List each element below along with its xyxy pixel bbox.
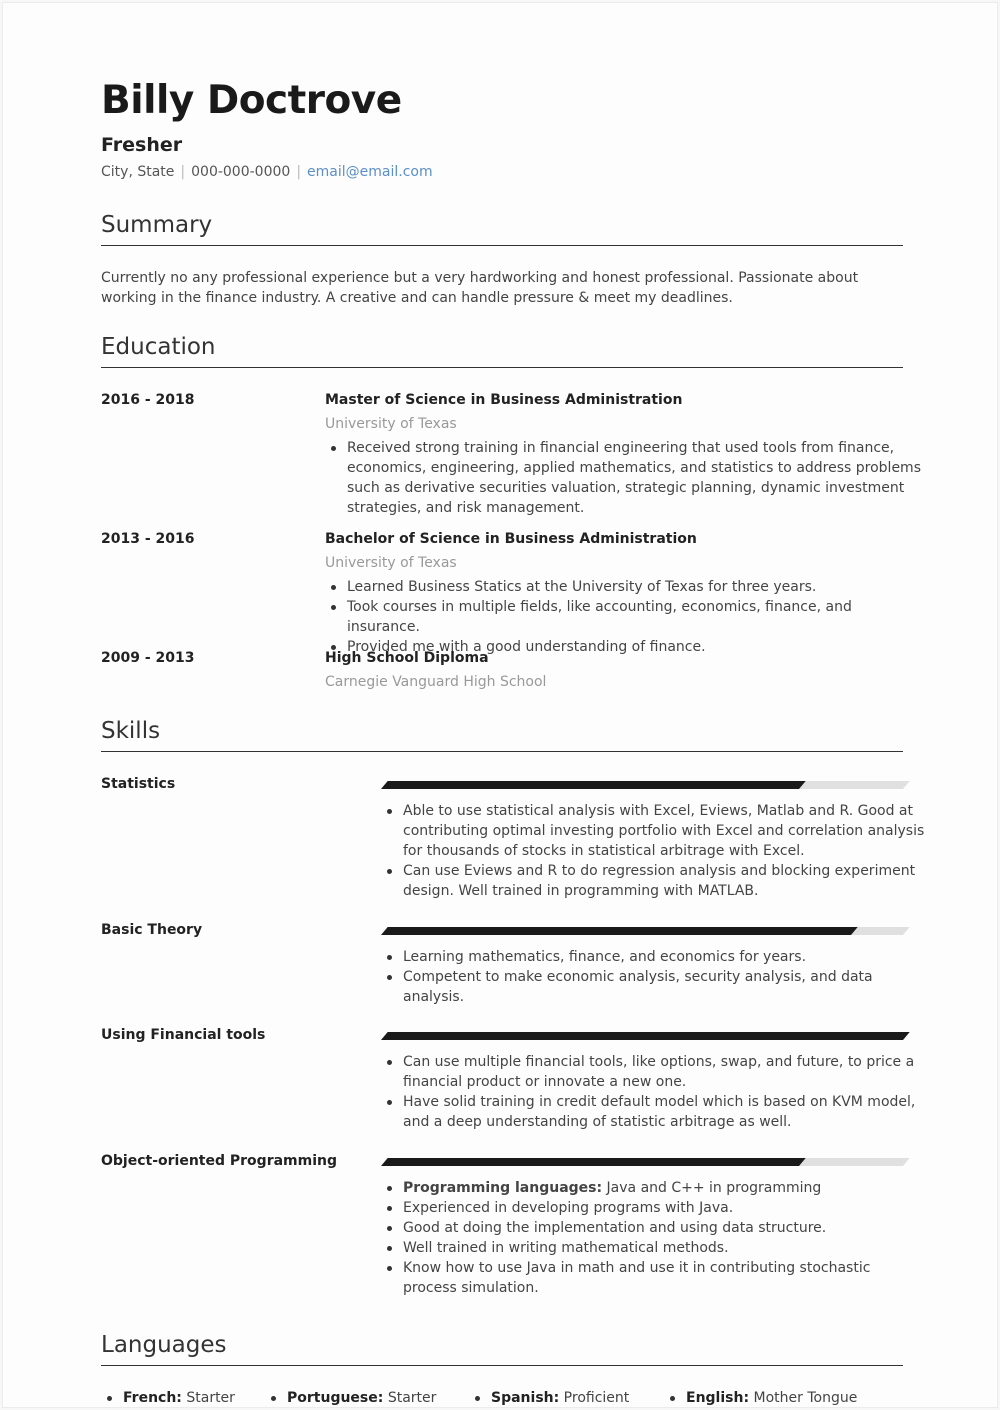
list-item: Can use Eviews and R to do regression analysis and blocking experiment design. Well trained in programming with MATLAB.	[403, 861, 925, 901]
list-item: Well trained in writing mathematical methods.	[403, 1238, 925, 1258]
candidate-title: Fresher	[101, 134, 183, 156]
list-item: Can use multiple financial tools, like options, swap, and future, to price a financial product or innovate a new one.	[403, 1052, 925, 1092]
resume-page	[2, 2, 998, 1408]
language-name: French:	[123, 1390, 182, 1406]
contact-separator: |	[296, 164, 302, 180]
skill-name: Using Financial tools	[101, 1027, 266, 1043]
language-level: Mother Tongue	[753, 1390, 858, 1406]
skill-bullets	[381, 947, 925, 1007]
language-item	[664, 1388, 857, 1408]
skill-name: Basic Theory	[101, 922, 203, 938]
skill-name: Object-oriented Programming	[101, 1153, 338, 1169]
education-bullets	[325, 577, 925, 657]
skill-level-fill	[381, 781, 805, 789]
skill-level-fill	[381, 1158, 805, 1166]
list-item: Know how to use Java in math and use it in contributing stochastic process simulation.	[403, 1258, 925, 1298]
language-name: English:	[686, 1390, 750, 1406]
summary-heading-text: Summary	[101, 212, 213, 238]
contact-phone: 000-000-0000	[191, 164, 291, 180]
skills-heading-text: Skills	[101, 718, 161, 744]
education-school: Carnegie Vanguard High School	[325, 674, 547, 690]
skills-heading	[101, 713, 903, 752]
languages-heading-text: Languages	[101, 1332, 227, 1358]
education-heading-text: Education	[101, 334, 216, 360]
skill-level-fill	[381, 927, 858, 935]
skill-bullets	[381, 1178, 925, 1298]
education-school: University of Texas	[325, 416, 457, 432]
list-item: Competent to make economic analysis, security analysis, and data analysis.	[403, 967, 925, 1007]
list-item: Learning mathematics, finance, and economics for years.	[403, 947, 925, 967]
language-level: Starter	[186, 1390, 235, 1406]
list-item: Learned Business Statics at the University of Texas for three years.	[347, 577, 925, 597]
list-item	[403, 1178, 925, 1198]
language-item	[101, 1388, 235, 1408]
contact-location: City, State	[101, 164, 175, 180]
bullet-label: Programming languages:	[403, 1180, 603, 1196]
contact-email-link[interactable]: email@email.com	[307, 164, 433, 180]
education-school: University of Texas	[325, 555, 457, 571]
contact-line	[101, 162, 433, 182]
education-degree: Master of Science in Business Administration	[325, 392, 683, 408]
language-item	[265, 1388, 436, 1408]
education-dates: 2016 - 2018	[101, 392, 195, 408]
language-name: Spanish:	[491, 1390, 560, 1406]
languages-heading	[101, 1327, 903, 1366]
language-name: Portuguese:	[287, 1390, 384, 1406]
candidate-name: Billy Doctrove	[101, 78, 402, 123]
skill-bullets	[381, 801, 925, 901]
language-item	[469, 1388, 629, 1408]
list-item: Have solid training in credit default model which is based on KVM model, and a deep understanding of statistic arbitrage as well.	[403, 1092, 925, 1132]
list-item: Good at doing the implementation and using data structure.	[403, 1218, 925, 1238]
list-item: Experienced in developing programs with Java.	[403, 1198, 925, 1218]
skill-level-fill	[381, 1032, 910, 1040]
list-item: Took courses in multiple fields, like accounting, economics, finance, and insurance.	[347, 597, 925, 637]
language-level: Starter	[387, 1390, 437, 1406]
list-item: Able to use statistical analysis with Excel, Eviews, Matlab and R. Good at contributing optimal investing portfolio with Excel and correlation analysis for thousands of stocks in statistical arbitrage with Excel.	[403, 803, 925, 859]
education-bullets	[325, 438, 925, 518]
skill-level-bar	[381, 1158, 903, 1166]
education-degree: Bachelor of Science in Business Administration	[325, 531, 697, 547]
education-dates: 2009 - 2013	[101, 650, 195, 666]
education-degree: High School Diploma	[325, 650, 489, 666]
list-item: Provided me with a good understanding of finance.	[347, 637, 925, 657]
skill-name: Statistics	[101, 776, 176, 792]
language-level: Proficient	[563, 1390, 630, 1406]
summary-heading	[101, 207, 903, 246]
education-dates: 2013 - 2016	[101, 531, 195, 547]
list-item: Received strong training in financial engineering that used tools from finance, economics, engineering, applied mathematics, and statistics to address problems such as derivative securities valuation, strategic planning, dynamic investment strategies, and risk management.	[347, 438, 925, 518]
education-heading	[101, 329, 903, 368]
summary-text: Currently no any professional experience but a very hardworking and honest professional. Passionate about working in the finance industry. A creative and can handle pressure & meet my deadlines.	[101, 270, 859, 306]
skill-level-bar	[381, 1032, 903, 1040]
skill-bullets	[381, 1052, 925, 1132]
contact-separator: |	[180, 164, 186, 180]
skill-level-bar	[381, 927, 903, 935]
bullet-text: Java and C++ in programming	[602, 1180, 822, 1196]
skill-level-bar	[381, 781, 903, 789]
